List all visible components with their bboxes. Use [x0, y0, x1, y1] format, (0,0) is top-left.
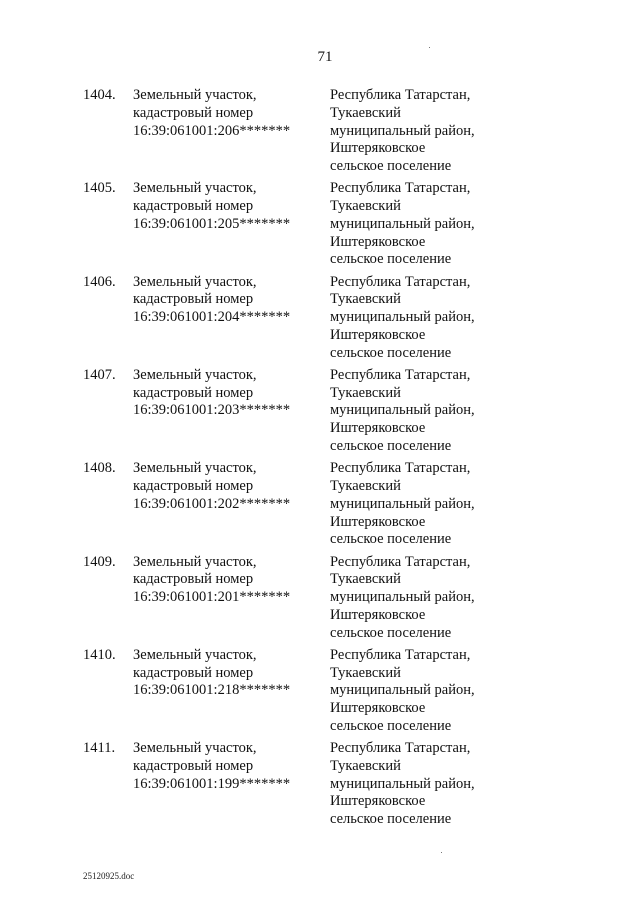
- location-line: сельское поселение: [330, 158, 452, 175]
- description-line: кадастровый номер: [133, 291, 254, 308]
- location-line: Тукаевский: [330, 104, 401, 121]
- location-line: муниципальный район,: [330, 122, 475, 139]
- location-line: Иштеряковское: [330, 606, 426, 623]
- description-line: 16:39:061001:205*******: [133, 215, 291, 232]
- entry-location: [330, 87, 570, 176]
- location-line: Тукаевский: [330, 664, 401, 681]
- location-line: Иштеряковское: [330, 513, 426, 530]
- description-line: кадастровый номер: [133, 757, 254, 774]
- entry-description: [133, 87, 333, 140]
- location-line: Республика Татарстан,: [330, 180, 471, 197]
- scan-speck: [441, 852, 442, 853]
- entry-description: [133, 180, 333, 233]
- list-item: [0, 367, 640, 460]
- entry-number: 1410.: [83, 646, 116, 663]
- list-item: [0, 87, 640, 180]
- location-line: муниципальный район,: [330, 682, 475, 699]
- location-line: сельское поселение: [330, 624, 452, 641]
- description-line: 16:39:061001:203*******: [133, 402, 291, 419]
- location-line: Тукаевский: [330, 571, 401, 588]
- location-line: муниципальный район,: [330, 775, 475, 792]
- description-line: 16:39:061001:204*******: [133, 309, 291, 326]
- list-item: [0, 180, 640, 273]
- entry-number: 1411.: [83, 740, 116, 757]
- location-line: Иштеряковское: [330, 793, 426, 810]
- location-line: Тукаевский: [330, 757, 401, 774]
- entry-location: [330, 460, 570, 549]
- entry-location: [330, 180, 570, 269]
- location-line: сельское поселение: [330, 438, 452, 455]
- location-line: сельское поселение: [330, 531, 452, 548]
- location-line: Республика Татарстан,: [330, 273, 471, 290]
- entry-location: [330, 274, 570, 363]
- description-line: Земельный участок,: [133, 366, 257, 383]
- description-line: Земельный участок,: [133, 553, 257, 570]
- entry-description: [133, 367, 333, 420]
- description-line: кадастровый номер: [133, 198, 254, 215]
- entry-number: 1406.: [83, 273, 116, 290]
- description-line: кадастровый номер: [133, 104, 254, 121]
- location-line: муниципальный район,: [330, 589, 475, 606]
- entry-number: 1408.: [83, 460, 116, 477]
- location-line: Тукаевский: [330, 198, 401, 215]
- description-line: Земельный участок,: [133, 460, 257, 477]
- description-line: кадастровый номер: [133, 571, 254, 588]
- location-line: Республика Татарстан,: [330, 740, 471, 757]
- location-line: Иштеряковское: [330, 700, 426, 717]
- entry-description: [133, 554, 333, 607]
- location-line: муниципальный район,: [330, 495, 475, 512]
- description-line: Земельный участок,: [133, 87, 257, 103]
- location-line: сельское поселение: [330, 811, 452, 828]
- entry-description: [133, 460, 333, 513]
- list-item: [0, 740, 640, 833]
- description-line: 16:39:061001:218*******: [133, 682, 291, 699]
- description-line: Земельный участок,: [133, 740, 257, 757]
- entry-location: [330, 647, 570, 736]
- description-line: Земельный участок,: [133, 180, 257, 197]
- scan-speck: [429, 47, 430, 48]
- description-line: Земельный участок,: [133, 646, 257, 663]
- document-footer-filename: 25120925.doc: [83, 871, 135, 881]
- entry-description: [133, 647, 333, 700]
- description-line: кадастровый номер: [133, 384, 254, 401]
- location-line: Республика Татарстан,: [330, 366, 471, 383]
- location-line: муниципальный район,: [330, 215, 475, 232]
- description-line: 16:39:061001:206*******: [133, 122, 291, 139]
- entry-number: 1404.: [83, 87, 116, 103]
- description-line: кадастровый номер: [133, 477, 254, 494]
- description-line: 16:39:061001:199*******: [133, 775, 291, 792]
- location-line: Республика Татарстан,: [330, 553, 471, 570]
- list-item: [0, 554, 640, 647]
- location-line: сельское поселение: [330, 344, 452, 361]
- page-number: 71: [317, 49, 333, 65]
- entry-number: 1407.: [83, 366, 116, 383]
- location-line: Республика Татарстан,: [330, 646, 471, 663]
- entry-description: [133, 740, 333, 793]
- list-item: [0, 460, 640, 553]
- location-line: муниципальный район,: [330, 402, 475, 419]
- description-line: кадастровый номер: [133, 664, 254, 681]
- entry-description: [133, 274, 333, 327]
- list-item: [0, 274, 640, 367]
- entry-number: 1409.: [83, 553, 116, 570]
- location-line: Тукаевский: [330, 291, 401, 308]
- location-line: Иштеряковское: [330, 420, 426, 437]
- entry-number: 1405.: [83, 180, 116, 197]
- description-line: Земельный участок,: [133, 273, 257, 290]
- description-line: 16:39:061001:201*******: [133, 589, 291, 606]
- location-line: сельское поселение: [330, 717, 452, 734]
- location-line: Республика Татарстан,: [330, 87, 471, 103]
- entry-location: [330, 367, 570, 456]
- entry-location: [330, 554, 570, 643]
- location-line: Иштеряковское: [330, 140, 426, 157]
- description-line: 16:39:061001:202*******: [133, 495, 291, 512]
- location-line: Тукаевский: [330, 384, 401, 401]
- location-line: муниципальный район,: [330, 309, 475, 326]
- location-line: сельское поселение: [330, 251, 452, 268]
- location-line: Иштеряковское: [330, 326, 426, 343]
- location-line: Республика Татарстан,: [330, 460, 471, 477]
- location-line: Тукаевский: [330, 477, 401, 494]
- location-line: Иштеряковское: [330, 233, 426, 250]
- entry-location: [330, 740, 570, 829]
- list-item: [0, 647, 640, 740]
